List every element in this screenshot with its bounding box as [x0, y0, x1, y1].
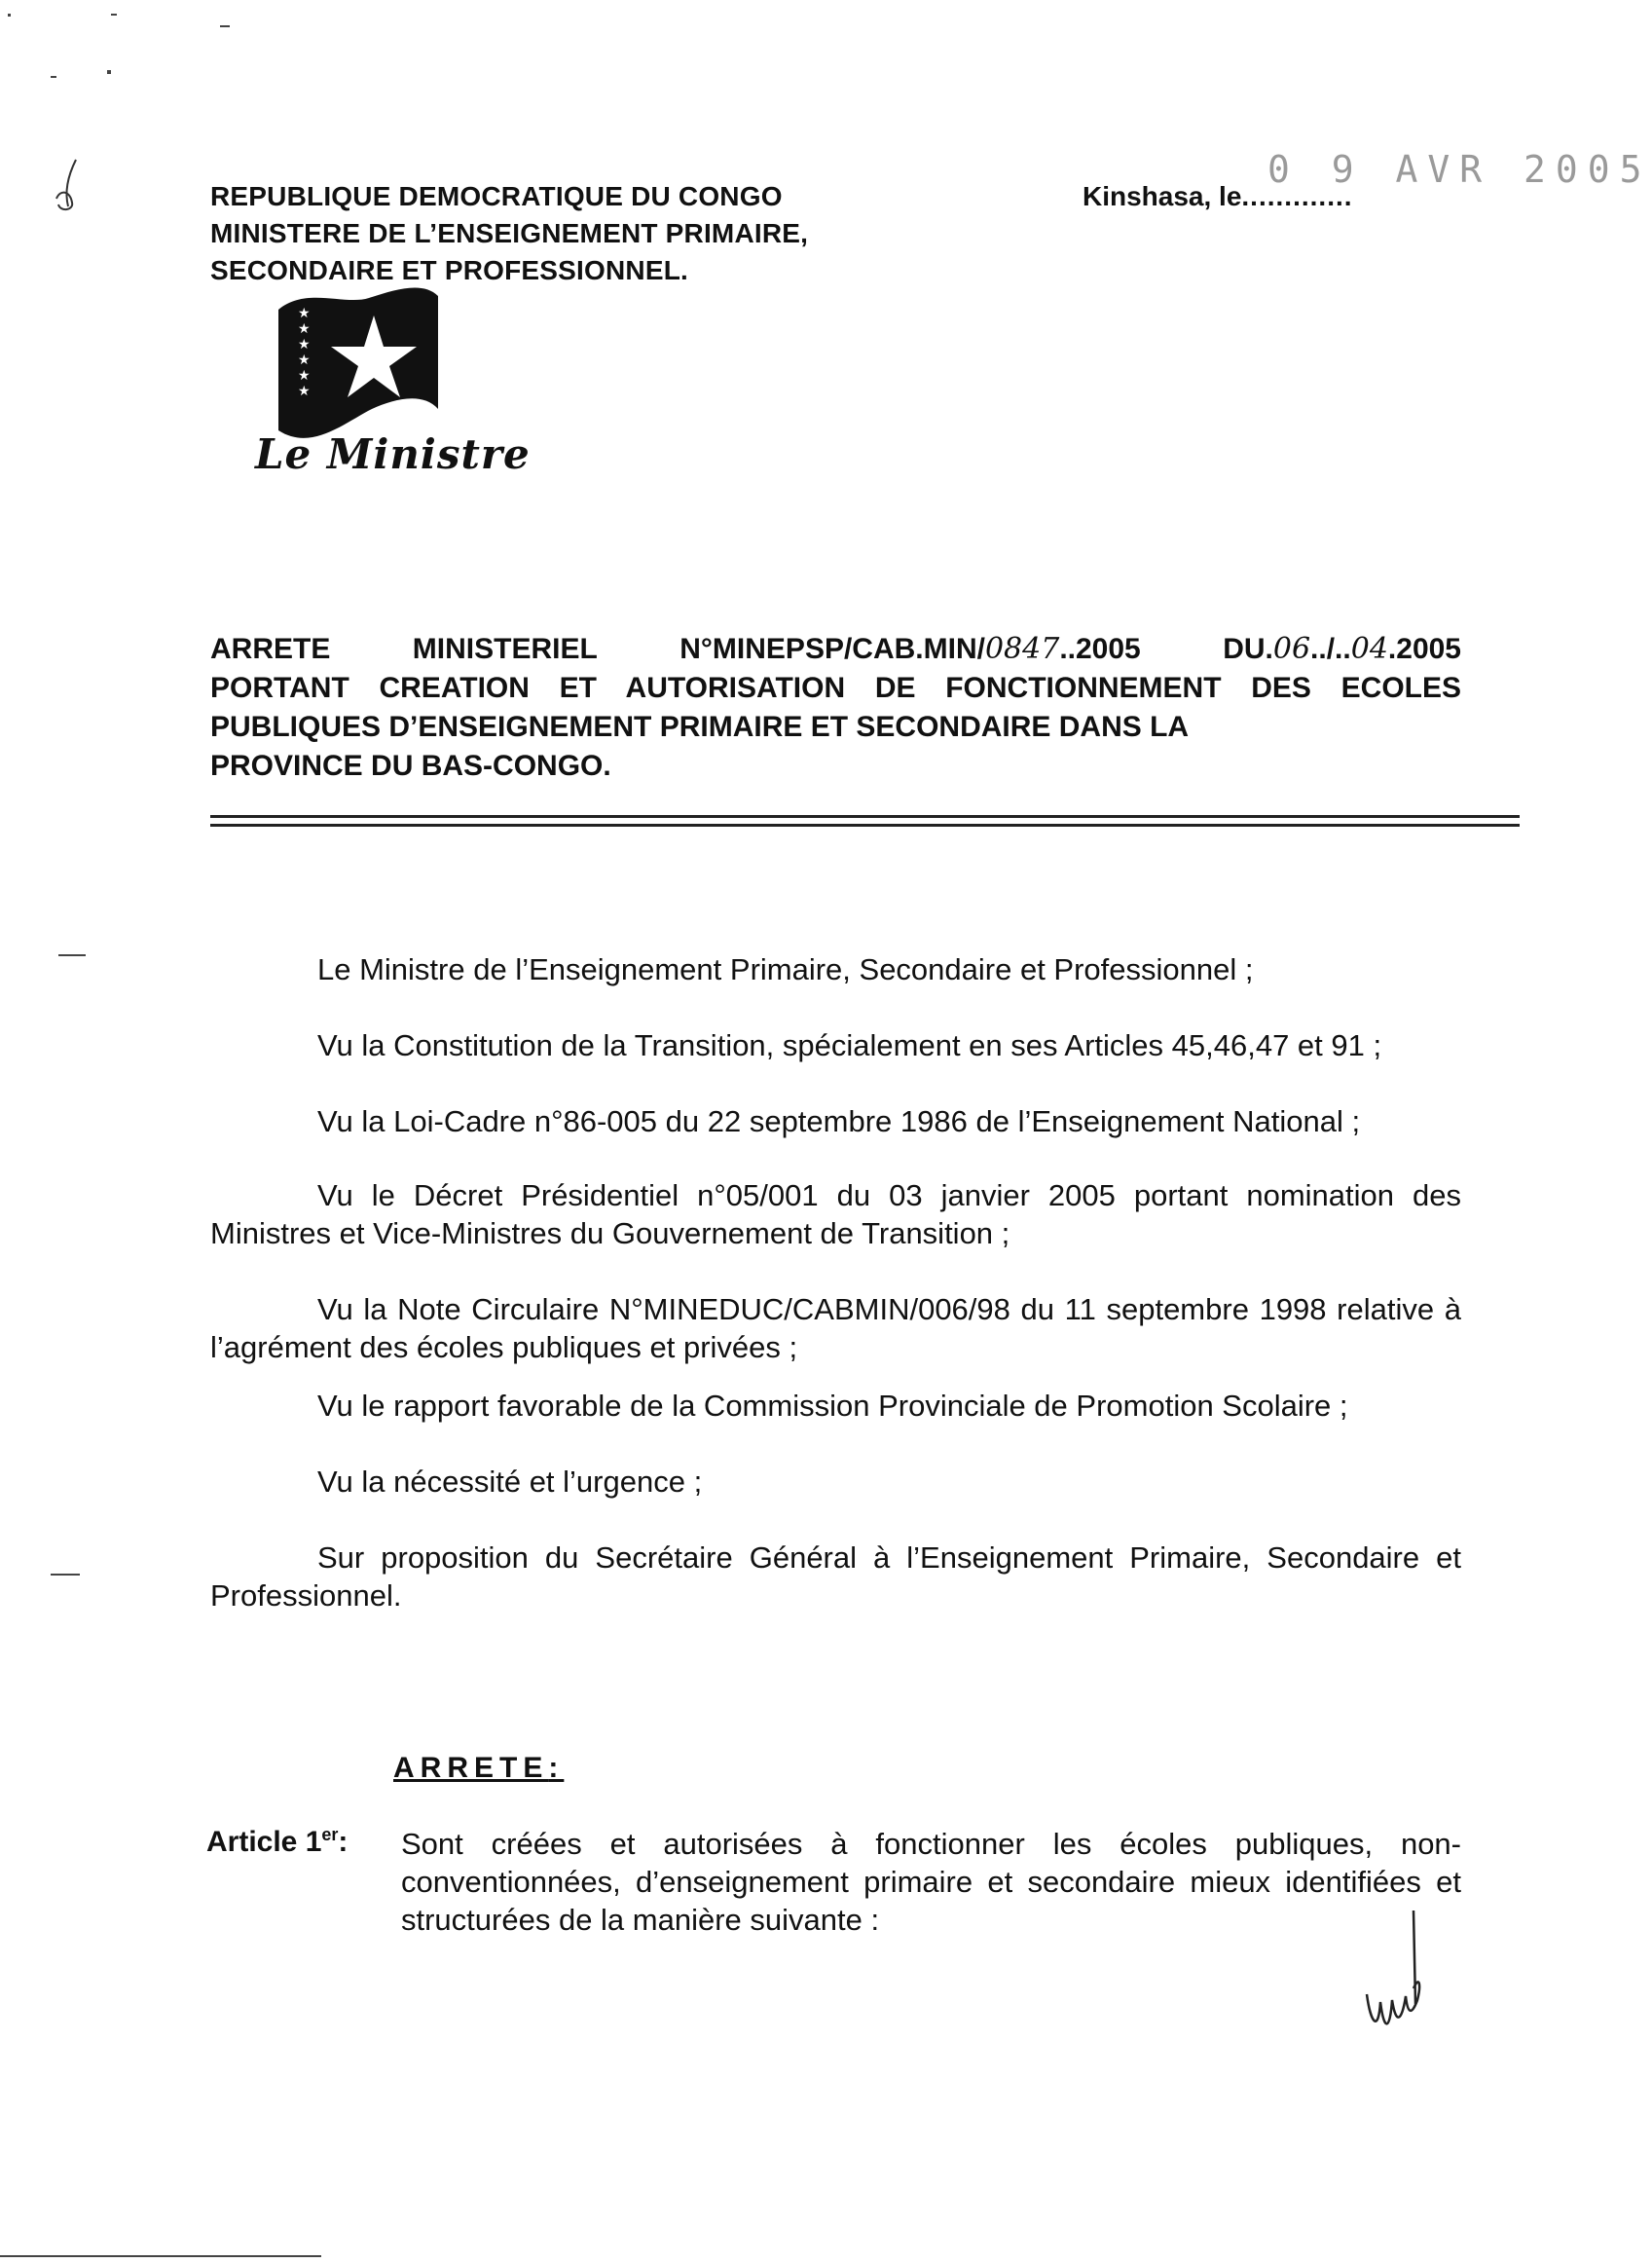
svg-text:★: ★: [298, 306, 311, 321]
article-label-sup: er: [321, 1825, 339, 1844]
scan-speck: [107, 70, 111, 74]
minister-title: Le Ministre: [255, 430, 531, 478]
article-label-text: Article 1: [206, 1826, 322, 1858]
article-1-text: Sont créées et autorisées à fonctionner les écoles publiques, non-conventionnées, d’enseignement primaire et secondaire mieux identifiées et structurées de la manière suivante :: [401, 1827, 1461, 1937]
letterhead-ministry-cont: SECONDAIRE ET PROFESSIONNEL.: [210, 255, 688, 285]
decision-heading-text: ARRETE: [393, 1752, 549, 1784]
scan-speck: [111, 14, 117, 16]
preamble-line: Vu la Loi-Cadre n°86-005 du 22 septembre 1986 de l’Enseignement National ;: [317, 1104, 1361, 1138]
preamble-line: Vu le Décret Présidentiel n°05/001 du 03 janvier 2005 portant nomination des Ministres et Vice-Ministres du Gouvernement de Transition ;: [210, 1178, 1461, 1250]
decree-word-arrete: ARRETE: [210, 633, 331, 665]
decree-number: [679, 630, 1140, 669]
preamble-minister: [210, 950, 1461, 988]
preamble-line: Vu le rapport favorable de la Commission Provinciale de Promotion Scolaire ;: [317, 1389, 1348, 1423]
title-rule-bottom: [210, 824, 1520, 827]
svg-text:★: ★: [298, 337, 311, 352]
decree-ref-prefix: N°MINEPSP/CAB.MIN/: [679, 633, 985, 665]
handwritten-initials: [1363, 1907, 1441, 2043]
decree-date-year: .2005: [1387, 633, 1461, 665]
preamble-note-circulaire: [210, 1290, 1461, 1366]
date-stamp: 0 9 AVR 2005: [1267, 148, 1652, 191]
decision-heading-colon: :: [548, 1752, 565, 1784]
decree-date-sep: ../..: [1310, 633, 1351, 665]
letterhead-ministry: MINISTERE DE L’ENSEIGNEMENT PRIMAIRE,: [210, 218, 809, 248]
handwritten-number: 0847: [984, 632, 1060, 666]
svg-text:★: ★: [298, 384, 311, 399]
scan-speck: [8, 14, 11, 17]
decree-number-line: [210, 630, 1461, 669]
svg-text:★: ★: [298, 368, 311, 384]
letterhead-country: REPUBLIQUE DEMOCRATIQUE DU CONGO: [210, 181, 783, 211]
date-dots: .............: [1241, 181, 1353, 211]
decree-title: [210, 630, 1461, 786]
decree-subject-end: PROVINCE DU BAS-CONGO.: [210, 750, 611, 782]
article-label-colon: :: [338, 1826, 349, 1858]
preamble-line: Vu la nécessité et l’urgence ;: [317, 1465, 703, 1499]
decree-date: [1223, 630, 1461, 669]
congo-flag-emblem: [276, 284, 442, 452]
margin-handwritten-mark: [51, 156, 90, 214]
article-label: [206, 1825, 348, 1859]
preamble-line: Vu la Constitution de la Transition, spécialement en ses Articles 45,46,47 et 91 ;: [317, 1028, 1382, 1062]
handwritten-month: 04: [1350, 632, 1388, 666]
decree-year: ..2005: [1059, 633, 1141, 665]
svg-text:★: ★: [298, 352, 311, 368]
preamble-line: Vu la Note Circulaire N°MINEDUC/CABMIN/006/98 du 11 septembre 1998 relative à l’agrément des écoles publiques et privées ;: [210, 1292, 1461, 1364]
title-rule-top: [210, 815, 1520, 818]
scan-speck: [58, 954, 86, 956]
preamble-urgence: [210, 1463, 1461, 1501]
preamble-loi-cadre: [210, 1102, 1461, 1140]
svg-text:★: ★: [298, 321, 311, 337]
preamble-proposition: [210, 1539, 1461, 1614]
decree-word-ministeriel: MINISTERIEL: [412, 633, 598, 665]
preamble-line: Le Ministre de l’Enseignement Primaire, Secondaire et Professionnel ;: [317, 952, 1254, 986]
preamble-rapport: [210, 1387, 1461, 1425]
letterhead: [210, 178, 808, 289]
preamble-line: Sur proposition du Secrétaire Général à l’Enseignement Primaire, Secondaire et Professionnel.: [210, 1540, 1461, 1613]
scan-speck: [51, 76, 56, 78]
decree-subject: PORTANT CREATION ET AUTORISATION DE FONCTIONNEMENT DES ECOLES PUBLIQUES D’ENSEIGNEMENT PRIMAIRE ET SECONDAIRE DANS LA: [210, 672, 1461, 743]
preamble-constitution: [210, 1026, 1461, 1064]
scan-speck: [51, 1574, 80, 1576]
handwritten-day: 06: [1272, 632, 1311, 666]
preamble-decret: [210, 1176, 1461, 1252]
decree-du: DU.: [1223, 633, 1273, 665]
decision-heading: [393, 1752, 564, 1785]
scan-speck: [220, 25, 230, 27]
bottom-edge-line: [0, 2255, 321, 2257]
place-label: Kinshasa, le: [1083, 181, 1242, 211]
